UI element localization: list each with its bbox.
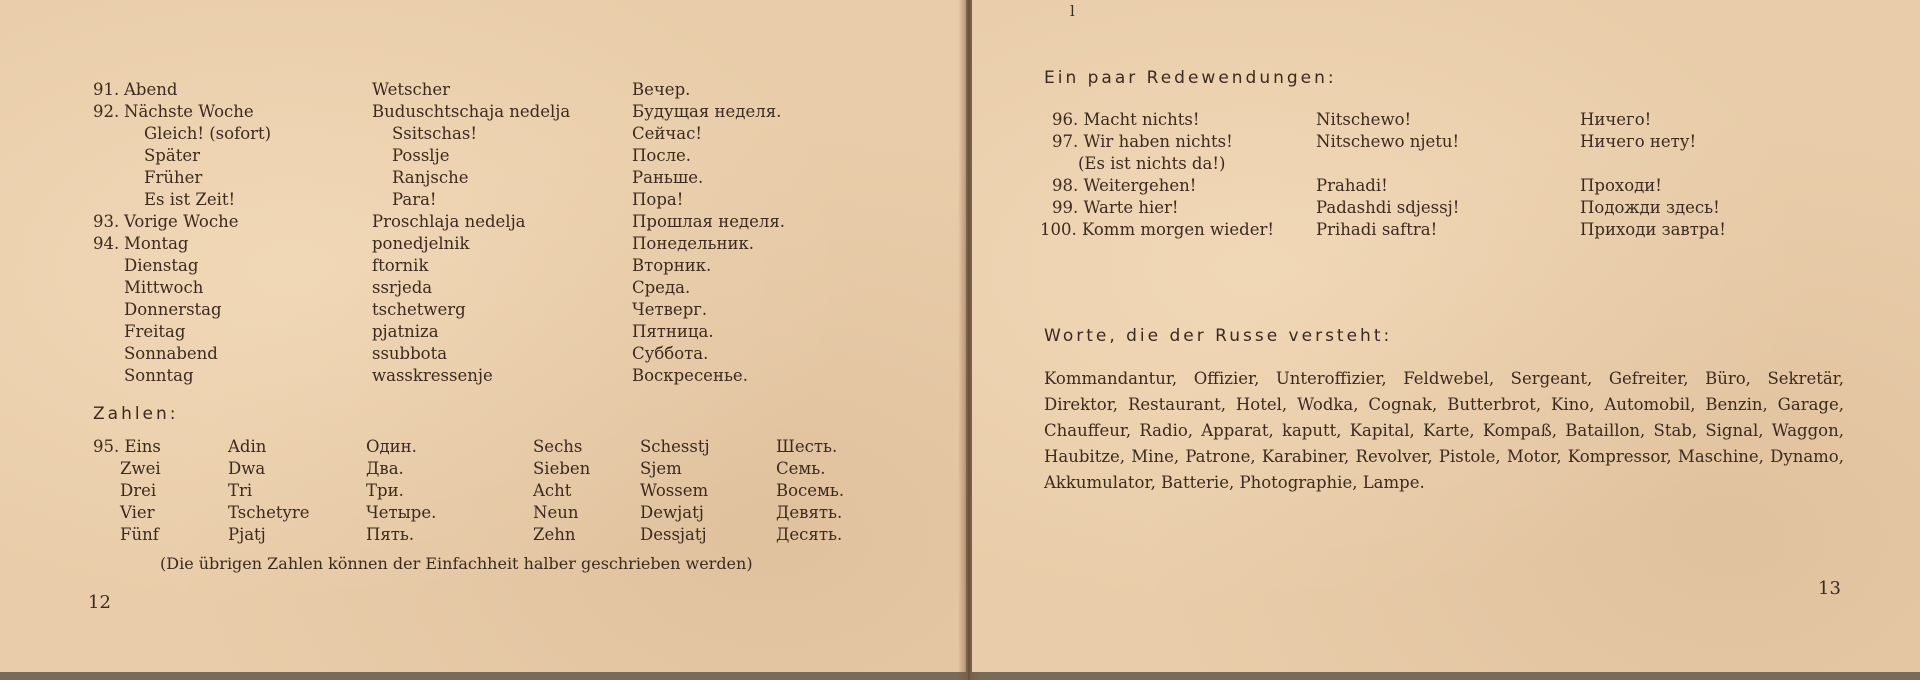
vocab-row (0, 101, 966, 123)
transliteration: ponedjelnik (372, 234, 470, 253)
transliteration: ssrjeda (372, 278, 433, 297)
german-phrase: 97. Wir haben nichts! (1052, 132, 1233, 151)
german-phrase: 99. Warte hier! (1052, 198, 1179, 217)
german-word: Dienstag (124, 256, 199, 275)
transliteration: Para! (392, 190, 437, 209)
russian-word: Вечер. (632, 80, 691, 99)
vocab-row (0, 211, 966, 233)
transliteration: Dewjatj (640, 503, 704, 522)
russian-number: Два. (366, 459, 404, 478)
vocab-row (0, 343, 966, 365)
german-number: Acht (533, 481, 572, 500)
transliteration: Ssitschas! (392, 124, 477, 143)
number-row (0, 524, 966, 546)
number-row (0, 480, 966, 502)
transliteration: Padashdi sdjessj! (1316, 198, 1460, 217)
transliteration: Ranjsche (392, 168, 469, 187)
russian-word: Суббота. (632, 344, 709, 363)
transliteration: Prihadi saftra! (1316, 220, 1438, 239)
german-word: Donnerstag (124, 300, 222, 319)
left-page (0, 0, 966, 672)
german-word: Früher (144, 168, 203, 187)
german-number: Neun (533, 503, 579, 522)
phrases-heading: Ein paar Redewendungen: (1044, 68, 1337, 88)
transliteration: pjatniza (372, 322, 439, 341)
russian-word: После. (632, 146, 692, 165)
transliteration: Nitschewo! (1316, 110, 1412, 129)
transliteration: wasskressenje (372, 366, 493, 385)
german-word: Sonntag (124, 366, 194, 385)
page-number-left: 12 (88, 592, 111, 613)
german-word: Später (144, 146, 200, 165)
german-phrase: 100. Komm morgen wieder! (1040, 220, 1275, 239)
russian-word: Пятница. (632, 322, 714, 341)
vocab-row (0, 233, 966, 255)
german-word: Mittwoch (124, 278, 204, 297)
german-number: Vier (120, 503, 155, 522)
german-word: Gleich! (sofort) (144, 124, 272, 143)
vocab-number: 92. (93, 102, 120, 121)
transliteration: Tschetyre (228, 503, 310, 522)
vocab-row (0, 189, 966, 211)
russian-word: Сейчас! (632, 124, 703, 143)
german-word: Abend (124, 80, 178, 99)
german-number: Drei (120, 481, 157, 500)
russian-phrase: Приходи завтра! (1580, 220, 1726, 239)
russian-phrase: Ничего! (1580, 110, 1652, 129)
russian-number: Шесть. (776, 437, 838, 456)
transliteration: Proschlaja nedelja (372, 212, 526, 231)
russian-number: Девять. (776, 503, 843, 522)
vocab-row (0, 145, 966, 167)
vocab-row (0, 255, 966, 277)
russian-word: Пора! (632, 190, 684, 209)
russian-word: Среда. (632, 278, 691, 297)
russian-word: Прошлая неделя. (632, 212, 786, 231)
russian-word: Воскресенье. (632, 366, 748, 385)
vocab-row (0, 167, 966, 189)
vocab-row (0, 321, 966, 343)
vocab-row (0, 277, 966, 299)
german-word: Montag (124, 234, 189, 253)
transliteration: ftornik (372, 256, 429, 275)
german-word: Es ist Zeit! (144, 190, 236, 209)
transliteration: Wossem (640, 481, 709, 500)
vocab-number: 93. (93, 212, 120, 231)
russian-number: Пять. (366, 525, 415, 544)
russian-word: Вторник. (632, 256, 712, 275)
german-number: Zwei (120, 459, 161, 478)
russian-number: Десять. (776, 525, 843, 544)
vocab-number: 94. (93, 234, 120, 253)
number-row (0, 458, 966, 480)
russian-number: Один. (366, 437, 417, 456)
number-row (0, 502, 966, 524)
german-phrase: 98. Weitergehen! (1052, 176, 1197, 195)
russian-phrase: Ничего нету! (1580, 132, 1697, 151)
german-number: Zehn (533, 525, 576, 544)
russian-number: Восемь. (776, 481, 845, 500)
transliteration: Adin (228, 437, 267, 456)
russian-number: Три. (366, 481, 404, 500)
german-number: Sechs (533, 437, 583, 456)
russian-word: Понедельник. (632, 234, 755, 253)
vocab-row (0, 79, 966, 101)
transliteration: Dessjatj (640, 525, 707, 544)
vocab-row (0, 365, 966, 387)
vocab-number: 91. (93, 80, 120, 99)
numbers-heading: Zahlen: (93, 404, 179, 424)
understood-words-paragraph: Kommandantur, Offizier, Unteroffizier, Feldwebel, Sergeant, Gefreiter, Büro, Sekretär, Direktor, Restaurant, Hotel, Wodka, Cognak, Butterbrot, Kino, Automobil, Benzin, Garage, Chauffeur, Radio, Apparat, kaputt, Kapital, Karte, Kompaß, Bataillon, Stab, Signal, Waggon, Haubitze, Mine, Patrone, Karabiner, Revolver, Pistole, Motor, Kompressor, Maschine, Dynamo, Akkumulator, Batterie, Photographie, Lampe. (1044, 369, 1844, 492)
transliteration: Nitschewo njetu! (1316, 132, 1460, 151)
russian-number: Четыре. (366, 503, 437, 522)
russian-phrase: Подожди здесь! (1580, 198, 1720, 217)
transliteration: Schesstj (640, 437, 710, 456)
transliteration: Pjatj (228, 525, 266, 544)
german-number: Sieben (533, 459, 591, 478)
transliteration: Wetscher (372, 80, 450, 99)
numbers-note: (Die übrigen Zahlen können der Einfachheit halber geschrieben werden) (160, 554, 753, 573)
page-mark: l (1070, 2, 1075, 20)
transliteration: Tri (228, 481, 253, 500)
russian-word: Четверг. (632, 300, 708, 319)
transliteration: ssubbota (372, 344, 448, 363)
transliteration: Sjem (640, 459, 682, 478)
german-phrase: (Es ist nichts da!) (1078, 154, 1226, 173)
transliteration: Prahadi! (1316, 176, 1388, 195)
german-word: Nächste Woche (124, 102, 254, 121)
russian-word: Раньше. (632, 168, 704, 187)
german-word: Vorige Woche (124, 212, 239, 231)
german-phrase: 96. Macht nichts! (1052, 110, 1200, 129)
words-heading: Worte, die der Russe versteht: (1044, 326, 1393, 346)
german-word: Freitag (124, 322, 186, 341)
german-number: Fünf (120, 525, 159, 544)
transliteration: tschetwerg (372, 300, 466, 319)
transliteration: Posslje (392, 146, 450, 165)
german-number: 95. Eins (93, 437, 161, 456)
vocab-row (0, 123, 966, 145)
transliteration: Buduschtschaja nedelja (372, 102, 571, 121)
russian-number: Семь. (776, 459, 826, 478)
page-number-right: 13 (1818, 578, 1841, 599)
russian-phrase: Проходи! (1580, 176, 1662, 195)
transliteration: Dwa (228, 459, 266, 478)
russian-word: Будущая неделя. (632, 102, 782, 121)
vocab-row (0, 299, 966, 321)
number-row (0, 436, 966, 458)
german-word: Sonnabend (124, 344, 218, 363)
